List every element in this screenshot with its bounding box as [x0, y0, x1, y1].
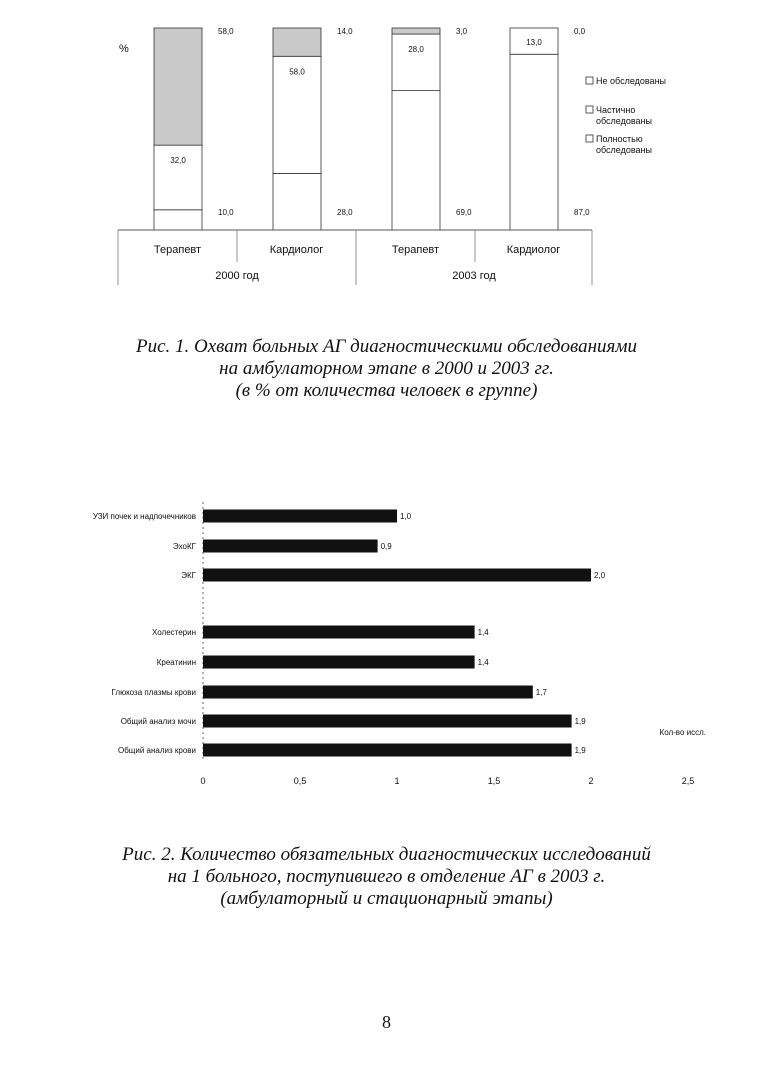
- x-tick-label: 2,5: [681, 776, 695, 786]
- x-tick-label: 0: [200, 776, 206, 786]
- legend-swatch: [586, 77, 593, 84]
- data-label-partially-examined: 13,0: [526, 38, 542, 48]
- x-tick-label: 2: [588, 776, 594, 786]
- bar-segment-fully-examined: [273, 173, 321, 230]
- legend-label: Частично: [596, 105, 636, 115]
- data-label: 1,7: [535, 688, 547, 697]
- data-label-fully-examined: 69,0: [456, 208, 472, 217]
- x-tick-label: 1: [394, 776, 400, 786]
- category-label: Кардиолог: [269, 244, 324, 256]
- bar: [203, 715, 572, 728]
- x-tick-label: 1,5: [487, 776, 501, 786]
- data-label-not-examined: 58,0: [218, 27, 234, 36]
- legend-label: Полностью: [596, 134, 643, 144]
- bar-segment-partially-examined: [392, 34, 440, 91]
- bar-segment-fully-examined: [510, 54, 558, 230]
- data-label: 1,4: [477, 628, 489, 637]
- bar: [203, 626, 475, 639]
- figure-1-chart-svg: [0, 0, 773, 300]
- data-label: 1,9: [574, 746, 586, 755]
- figure-2-chart-svg: [0, 490, 773, 800]
- category-label: Креатинин: [156, 658, 196, 667]
- category-label: Терапевт: [391, 244, 440, 256]
- figure-2-caption-line: Рис. 2. Количество обязательных диагностических исследований: [122, 844, 651, 865]
- figure-1-caption-line: Рис. 1. Охват больных АГ диагностическими обследованиями: [135, 336, 638, 357]
- data-label-partially-examined: 32,0: [170, 156, 186, 166]
- bar: [203, 686, 533, 699]
- figure-2-caption-line: на 1 больного, поступившего в отделение АГ в 2003 г.: [167, 866, 606, 887]
- figure-2-horizontal-bar-chart: [0, 490, 773, 800]
- category-label: УЗИ почек и надпочечников: [92, 512, 196, 521]
- bar: [203, 540, 378, 553]
- bar-segment-not-examined: [392, 28, 440, 34]
- category-label: Общий анализ крови: [117, 746, 196, 755]
- category-label: Терапевт: [153, 244, 202, 256]
- legend-label: Не обследованы: [596, 76, 667, 86]
- bar: [203, 656, 475, 669]
- legend-label: обследованы: [596, 145, 652, 155]
- page-number: 8: [382, 1012, 391, 1032]
- data-label-partially-examined: 58,0: [289, 67, 305, 77]
- figure-2-caption: [0, 844, 773, 910]
- category-label: Кардиолог: [506, 244, 561, 256]
- data-label-fully-examined: 28,0: [337, 208, 353, 217]
- data-label: 2,0: [594, 571, 606, 580]
- bar-segment-not-examined: [154, 28, 202, 145]
- data-label-not-examined: 0,0: [574, 27, 586, 36]
- data-label-not-examined: 14,0: [337, 27, 353, 36]
- figure-1-caption-line: (в % от количества человек в группе): [235, 380, 538, 401]
- bar: [203, 510, 397, 523]
- bar-segment-not-examined: [273, 28, 321, 56]
- group-label: 2000 год: [215, 270, 259, 282]
- figure-1-caption: [0, 336, 773, 402]
- bar-segment-fully-examined: [392, 91, 440, 230]
- legend-label: обследованы: [596, 116, 652, 126]
- data-label: 1,9: [574, 717, 586, 726]
- category-label: Холестерин: [152, 628, 196, 637]
- x-axis-label: Кол-во иссл.: [659, 728, 706, 737]
- category-label: Общий анализ мочи: [120, 717, 196, 726]
- data-label-fully-examined: 10,0: [218, 208, 234, 217]
- bar-segment-partially-examined: [154, 145, 202, 210]
- data-label-fully-examined: 87,0: [574, 208, 590, 217]
- category-label: ЭКГ: [181, 571, 196, 580]
- bar: [203, 744, 572, 757]
- data-label: 1,0: [400, 512, 412, 521]
- data-label-not-examined: 3,0: [456, 27, 468, 36]
- data-label-partially-examined: 28,0: [408, 45, 424, 55]
- data-label: 1,4: [477, 658, 489, 667]
- x-tick-label: 0,5: [293, 776, 307, 786]
- category-label: Глюкоза плазмы крови: [111, 688, 196, 697]
- data-label: 0,9: [380, 542, 392, 551]
- y-axis-unit-label: %: [119, 43, 129, 55]
- bar: [203, 569, 591, 582]
- figure-1-caption-line: на амбулаторном этапе в 2000 и 2003 гг.: [219, 358, 554, 379]
- figure-1-stacked-bar-chart: [0, 0, 773, 300]
- bar-segment-fully-examined: [154, 210, 202, 230]
- category-label: ЭхоКГ: [172, 542, 196, 551]
- legend-swatch: [586, 135, 593, 142]
- group-label: 2003 год: [452, 270, 496, 282]
- figure-2-caption-line: (амбулаторный и стационарный этапы): [220, 888, 553, 909]
- legend-swatch: [586, 106, 593, 113]
